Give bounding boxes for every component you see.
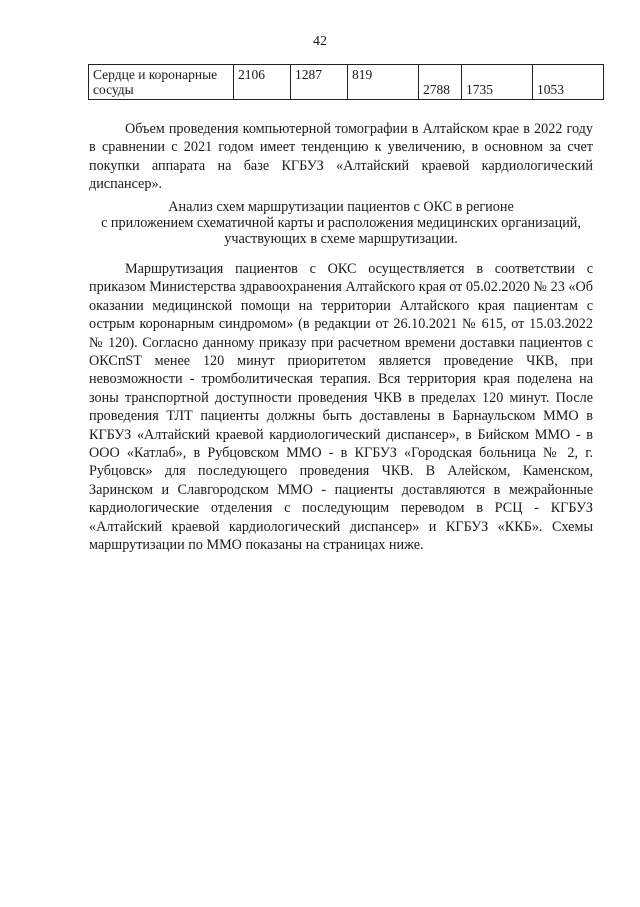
data-table	[88, 64, 604, 100]
heading-line: участвующих в схеме маршрутизации.	[224, 231, 458, 247]
table-cell: 819	[348, 65, 419, 100]
table-cell: 1053	[533, 65, 604, 100]
table-cell: 1287	[291, 65, 348, 100]
table-row	[89, 65, 604, 100]
paragraph-routing: Маршрутизация пациентов с ОКС осуществляется в соответствии с приказом Министерства здравоохранения Алтайского края от 05.02.2020 № 23 «Об оказании медицинской помощи на территории Алтайского края пациентам с острым коронарным синдромом» (в редакции от 26.10.2021 № 615, от 15.03.2022 № 120). Согласно данному приказу при расчетном времени доставки пациентов с ОКСпST менее 120 минут приоритетом является проведение ЧКВ, при невозможности - тромболитическая терапия. Вся территория края поделена на зоны транспортной доступности проведения ЧКВ в пределах 120 минут. После проведения ТЛТ пациенты должны быть доставлены в Барнаульском ММО в КГБУЗ «Алтайский краевой кардиологический диспансер», в Бийском ММО - в ООО «Катлаб», в Рубцовском ММО - в КГБУЗ «Городская больница № 2, г. Рубцовск» для последующего проведения ЧКВ. В Алейском, Каменском, Заринском и Славгородском ММО - пациенты доставляются в межрайонные кардиологические отделения с последующим переводом в РСЦ - КГБУЗ «Алтайский краевой кардиологический диспансер» и КГБУЗ «ККБ». Схемы маршрутизации по ММО показаны на страницах ниже.	[89, 261, 593, 554]
page-number: 42	[313, 34, 327, 49]
section-heading	[89, 199, 593, 247]
heading-line: Анализ схем маршрутизации пациентов с ОКС в регионе	[168, 199, 514, 215]
heading-line: с приложением схематичной карты и расположения медицинских организаций,	[101, 215, 581, 231]
table-cell-label: Сердце и коронарные сосуды	[89, 65, 234, 100]
table-cell: 2106	[234, 65, 291, 100]
paragraph-ct-volume: Объем проведения компьютерной томографии в Алтайском крае в 2022 году в сравнении с 2021 годом имеет тенденцию к увеличению, в основном за счет покупки аппарата на базе КГБУЗ «Алтайский краевой кардиологический диспансер».	[89, 121, 593, 193]
table-cell: 2788	[419, 65, 462, 100]
table-cell: 1735	[462, 65, 533, 100]
